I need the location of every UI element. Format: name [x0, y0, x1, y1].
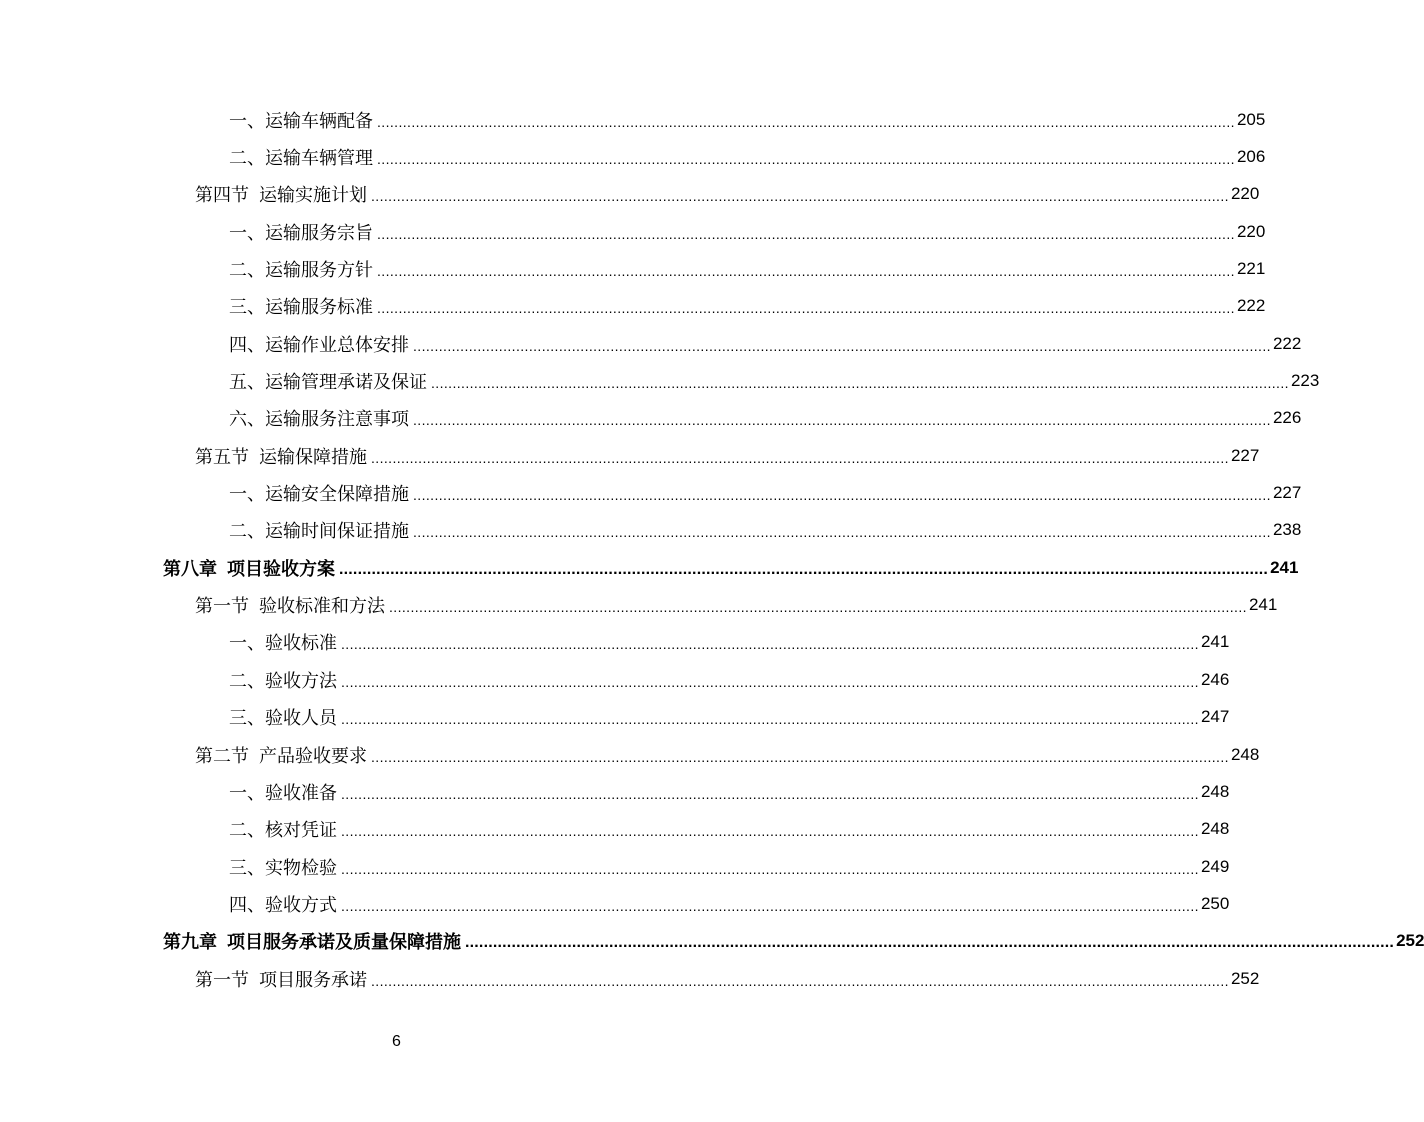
toc-entry-title: 运输车辆管理	[265, 148, 373, 170]
dot-leader: ........................................................................................................................................................................................................	[377, 225, 1235, 242]
dot-leader: ........................................................................................................................................................................................................	[341, 636, 1199, 653]
dot-leader: ........................................................................................................................................................................................................	[413, 487, 1271, 504]
dot-leader: ........................................................................................................................................................................................................	[371, 188, 1229, 205]
dot-leader: ........................................................................................................................................................................................................	[377, 300, 1235, 317]
toc-entry[interactable]	[0, 138, 1266, 175]
dot-leader: ........................................................................................................................................................................................................	[413, 524, 1271, 541]
dot-leader: ........................................................................................................................................................................................................	[389, 599, 1247, 616]
toc-entry-label	[229, 517, 409, 543]
toc-entry-prefix: 一、	[229, 484, 265, 506]
toc-entry-prefix: 二、	[229, 670, 265, 692]
toc-entry-label	[229, 704, 337, 730]
toc-entry-title: 运输车辆配备	[265, 110, 373, 132]
toc-entry[interactable]	[0, 736, 1260, 773]
toc-entry-page: 250	[1200, 893, 1230, 913]
toc-entry-prefix: 三、	[229, 857, 265, 879]
toc-entry-title: 运输时间保证措施	[265, 521, 409, 543]
toc-entry-page: 220	[1230, 184, 1260, 204]
toc-entry-label	[229, 816, 337, 842]
toc-entry[interactable]	[0, 512, 1302, 549]
toc-entry-label	[229, 629, 337, 655]
toc-entry-prefix: 四、	[229, 894, 265, 916]
toc-entry-label	[229, 256, 373, 282]
toc-entry[interactable]	[0, 923, 1424, 960]
toc-entry-title: 核对凭证	[265, 820, 337, 842]
toc-entry-label	[229, 331, 409, 357]
dot-leader: ........................................................................................................................................................................................................	[413, 337, 1271, 354]
toc-entry[interactable]	[0, 586, 1278, 623]
toc-entry-label	[229, 293, 373, 319]
toc-entry-page: 241	[1200, 632, 1230, 652]
toc-entry[interactable]	[0, 699, 1230, 736]
toc-entry-label	[195, 592, 385, 618]
toc-entry[interactable]	[0, 400, 1302, 437]
toc-entry-prefix: 三、	[229, 297, 265, 319]
toc-entry-title: 运输服务方针	[265, 260, 373, 282]
toc-entry-prefix: 一、	[229, 782, 265, 804]
toc-entry-prefix: 第八章	[163, 558, 217, 580]
toc-entry-label	[229, 779, 337, 805]
dot-leader: ........................................................................................................................................................................................................	[377, 113, 1235, 130]
toc-entry-page: 246	[1200, 669, 1230, 689]
toc-entry-prefix: 第九章	[163, 932, 217, 954]
toc-entry-page: 226	[1272, 408, 1302, 428]
toc-entry[interactable]	[0, 176, 1260, 213]
toc-entry-title: 验收方式	[265, 894, 337, 916]
toc-entry[interactable]	[0, 661, 1230, 698]
toc-entry-page: 248	[1200, 819, 1230, 839]
toc-entry-title: 运输安全保障措施	[265, 484, 409, 506]
toc-entry[interactable]	[0, 773, 1230, 810]
dot-leader: ........................................................................................................................................................................................................	[341, 823, 1199, 840]
toc-entry-label	[163, 928, 461, 954]
toc-entry[interactable]	[0, 288, 1266, 325]
toc-entry[interactable]	[0, 250, 1266, 287]
dot-leader: ........................................................................................................................................................................................................	[413, 412, 1271, 429]
toc-entry-label	[163, 555, 335, 581]
toc-entry-label	[229, 368, 427, 394]
dot-leader: ........................................................................................................................................................................................................	[377, 263, 1235, 280]
toc-entry-page: 247	[1200, 707, 1230, 727]
toc-entry[interactable]	[0, 362, 1320, 399]
toc-entry-prefix: 二、	[229, 260, 265, 282]
toc-entry-page: 241	[1270, 557, 1299, 577]
toc-entry[interactable]	[0, 624, 1230, 661]
toc-entry-page: 223	[1290, 371, 1320, 391]
dot-leader: ........................................................................................................................................................................................................	[341, 711, 1199, 728]
toc-entry-title: 项目服务承诺及质量保障措施	[227, 932, 461, 954]
toc-entry-label	[229, 405, 409, 431]
dot-leader: ........................................................................................................................................................................................................	[371, 449, 1229, 466]
toc-entry[interactable]	[0, 811, 1230, 848]
dot-leader: ........................................................................................................................................................................................................	[341, 897, 1199, 914]
toc-entry-page: 252	[1396, 931, 1424, 951]
toc-entry-label	[229, 144, 373, 170]
toc-entry-prefix: 一、	[229, 222, 265, 244]
toc-entry-title: 运输实施计划	[259, 185, 367, 207]
table-of-contents	[0, 101, 1424, 997]
toc-entry[interactable]	[0, 848, 1230, 885]
toc-entry-prefix: 二、	[229, 148, 265, 170]
toc-entry-label	[195, 742, 367, 768]
toc-entry-title: 运输服务宗旨	[265, 222, 373, 244]
toc-entry-label	[195, 966, 367, 992]
dot-leader: ........................................................................................................................................................................................................	[371, 972, 1229, 989]
toc-entry-prefix: 一、	[229, 633, 265, 655]
toc-entry-prefix: 第一节	[195, 596, 249, 618]
toc-entry-page: 205	[1236, 109, 1266, 129]
toc-entry-prefix: 第四节	[195, 185, 249, 207]
toc-entry-title: 产品验收要求	[259, 745, 367, 767]
dot-leader: ........................................................................................................................................................................................................	[371, 748, 1229, 765]
toc-entry-title: 运输服务标准	[265, 297, 373, 319]
dot-leader: ........................................................................................................................................................................................................	[465, 934, 1395, 952]
toc-entry[interactable]	[0, 325, 1302, 362]
dot-leader: ........................................................................................................................................................................................................	[431, 375, 1289, 392]
toc-entry-page: 220	[1236, 221, 1266, 241]
toc-entry-page: 227	[1230, 445, 1260, 465]
page-number: 6	[392, 1033, 401, 1050]
toc-entry-title: 验收标准和方法	[259, 596, 385, 618]
toc-entry-label	[229, 667, 337, 693]
toc-entry[interactable]	[0, 213, 1266, 250]
toc-entry-prefix: 第二节	[195, 745, 249, 767]
toc-entry-label	[195, 181, 367, 207]
toc-entry-label	[195, 443, 367, 469]
toc-entry[interactable]	[0, 960, 1260, 997]
toc-entry-title: 验收人员	[265, 708, 337, 730]
toc-entry-prefix: 三、	[229, 708, 265, 730]
toc-entry[interactable]	[0, 437, 1260, 474]
toc-entry-prefix: 六、	[229, 409, 265, 431]
toc-entry-title: 运输服务注意事项	[265, 409, 409, 431]
toc-entry-title: 运输管理承诺及保证	[265, 372, 427, 394]
toc-entry-label	[229, 219, 373, 245]
toc-entry-title: 项目服务承诺	[259, 969, 367, 991]
toc-entry-title: 项目验收方案	[227, 558, 335, 580]
toc-entry-title: 运输保障措施	[259, 446, 367, 468]
toc-entry-prefix: 五、	[229, 372, 265, 394]
toc-entry-prefix: 二、	[229, 820, 265, 842]
toc-entry-page: 222	[1236, 296, 1266, 316]
toc-entry-prefix: 四、	[229, 334, 265, 356]
toc-entry-prefix: 第五节	[195, 446, 249, 468]
toc-entry-page: 252	[1230, 968, 1260, 988]
toc-entry-label	[229, 480, 409, 506]
toc-entry-title: 验收准备	[265, 782, 337, 804]
toc-entry[interactable]	[0, 885, 1230, 922]
dot-leader: ........................................................................................................................................................................................................	[377, 151, 1235, 168]
dot-leader: ........................................................................................................................................................................................................	[341, 785, 1199, 802]
toc-entry-page: 248	[1230, 744, 1260, 764]
toc-entry-page: 222	[1272, 333, 1302, 353]
toc-entry-page: 221	[1236, 259, 1266, 279]
dot-leader: ........................................................................................................................................................................................................	[341, 860, 1199, 877]
toc-entry[interactable]	[0, 549, 1299, 586]
toc-entry-title: 验收标准	[265, 633, 337, 655]
toc-entry-label	[229, 891, 337, 917]
toc-entry-label	[229, 107, 373, 133]
toc-entry-page: 241	[1248, 595, 1278, 615]
dot-leader: ........................................................................................................................................................................................................	[339, 560, 1269, 578]
toc-entry[interactable]	[0, 474, 1302, 511]
toc-entry[interactable]	[0, 101, 1266, 138]
toc-entry-page: 249	[1200, 856, 1230, 876]
toc-entry-page: 227	[1272, 483, 1302, 503]
toc-entry-label	[229, 854, 337, 880]
toc-entry-page: 206	[1236, 147, 1266, 167]
toc-entry-title: 实物检验	[265, 857, 337, 879]
toc-entry-page: 248	[1200, 781, 1230, 801]
toc-entry-prefix: 第一节	[195, 969, 249, 991]
toc-entry-page: 238	[1272, 520, 1302, 540]
toc-entry-title: 运输作业总体安排	[265, 334, 409, 356]
toc-entry-prefix: 一、	[229, 110, 265, 132]
dot-leader: ........................................................................................................................................................................................................	[341, 673, 1199, 690]
toc-entry-prefix: 二、	[229, 521, 265, 543]
toc-entry-title: 验收方法	[265, 670, 337, 692]
